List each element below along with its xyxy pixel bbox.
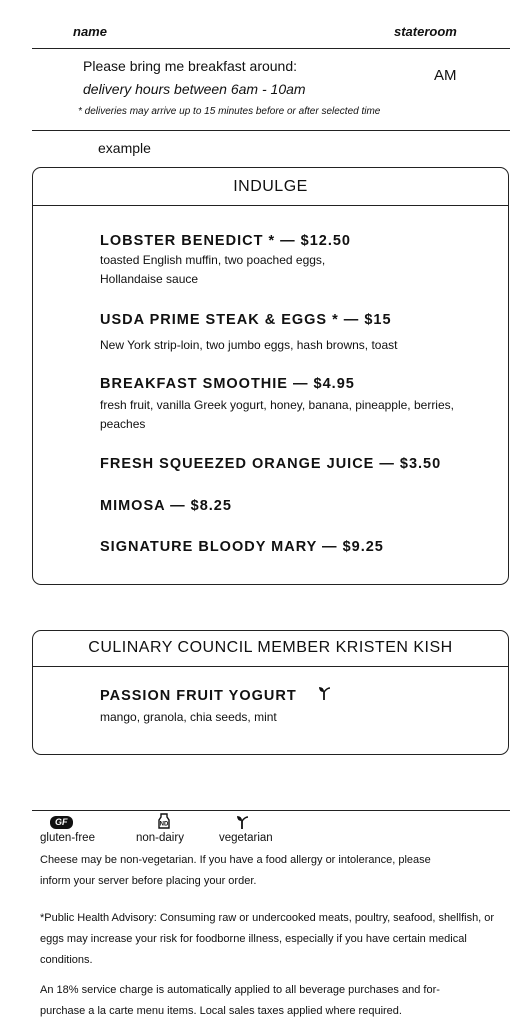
service-charge-notice: An 18% service charge is automatically applied to all beverage purchases and for-purchase a la carte menu items. Local sales taxes applied where required. — [40, 984, 440, 1017]
footer-divider — [32, 810, 510, 811]
indulge-title: INDULGE — [233, 178, 308, 195]
indulge-divider — [33, 205, 508, 206]
menu-item-desc: New York strip-loin, two jumbo eggs, hash browns, toast — [100, 338, 398, 352]
delivery-prompt: Please bring me breakfast around: — [83, 58, 298, 74]
menu-item-bloody-mary: SIGNATURE BLOODY MARY — $9.25 — [100, 539, 384, 555]
vegetarian-icon — [316, 684, 332, 702]
menu-item-desc: toasted English muffin, two poached eggs, Hollandaise sauce — [100, 253, 326, 286]
delivery-divider — [32, 130, 510, 131]
menu-item-desc: mango, granola, chia seeds, mint — [100, 710, 277, 724]
menu-item-smoothie: BREAKFAST SMOOTHIE — $4.95 — [100, 376, 355, 392]
svg-text:ND: ND — [159, 821, 169, 828]
delivery-note: * deliveries may arrive up to 15 minutes before or after selected time — [78, 106, 381, 117]
menu-item-orange-juice: FRESH SQUEEZED ORANGE JUICE — $3.50 — [100, 456, 442, 472]
menu-item-passion-fruit-yogurt: PASSION FRUIT YOGURT — [100, 688, 297, 704]
non-dairy-icon — [155, 812, 173, 830]
menu-item-steak-eggs: USDA PRIME STEAK & EGGS * — $15 — [100, 312, 392, 328]
non-dairy-label: non-dairy — [136, 832, 184, 844]
am-label: AM — [434, 67, 457, 84]
allergy-notice: Cheese may be non-vegetarian. If you have a food allergy or intolerance, please inform your server before placing your order. — [40, 854, 431, 887]
example-label: example — [98, 140, 151, 156]
stateroom-label: stateroom — [394, 24, 457, 39]
gluten-free-label: gluten-free — [40, 832, 95, 844]
gluten-free-icon: GF — [50, 816, 73, 829]
menu-item-lobster-benedict: LOBSTER BENEDICT * — $12.50 — [100, 233, 351, 249]
name-label: name — [73, 24, 107, 39]
indulge-section — [32, 167, 509, 585]
council-divider — [33, 666, 508, 667]
delivery-hours: delivery hours between 6am - 10am — [83, 81, 306, 97]
council-title: CULINARY COUNCIL MEMBER KRISTEN KISH — [88, 639, 453, 656]
culinary-council-section — [32, 630, 509, 755]
public-health-advisory: *Public Health Advisory: Consuming raw or undercooked meats, poultry, seafood, shellfish, or eggs may increase your risk for foodborne illness, especially if you have certain medical conditions. — [40, 912, 495, 966]
header-divider — [32, 48, 510, 49]
menu-item-mimosa: MIMOSA — $8.25 — [100, 498, 232, 514]
menu-item-desc: fresh fruit, vanilla Greek yogurt, honey, banana, pineapple, berries, peaches — [100, 398, 454, 431]
vegetarian-label: vegetarian — [219, 832, 273, 844]
vegetarian-icon — [234, 813, 250, 831]
